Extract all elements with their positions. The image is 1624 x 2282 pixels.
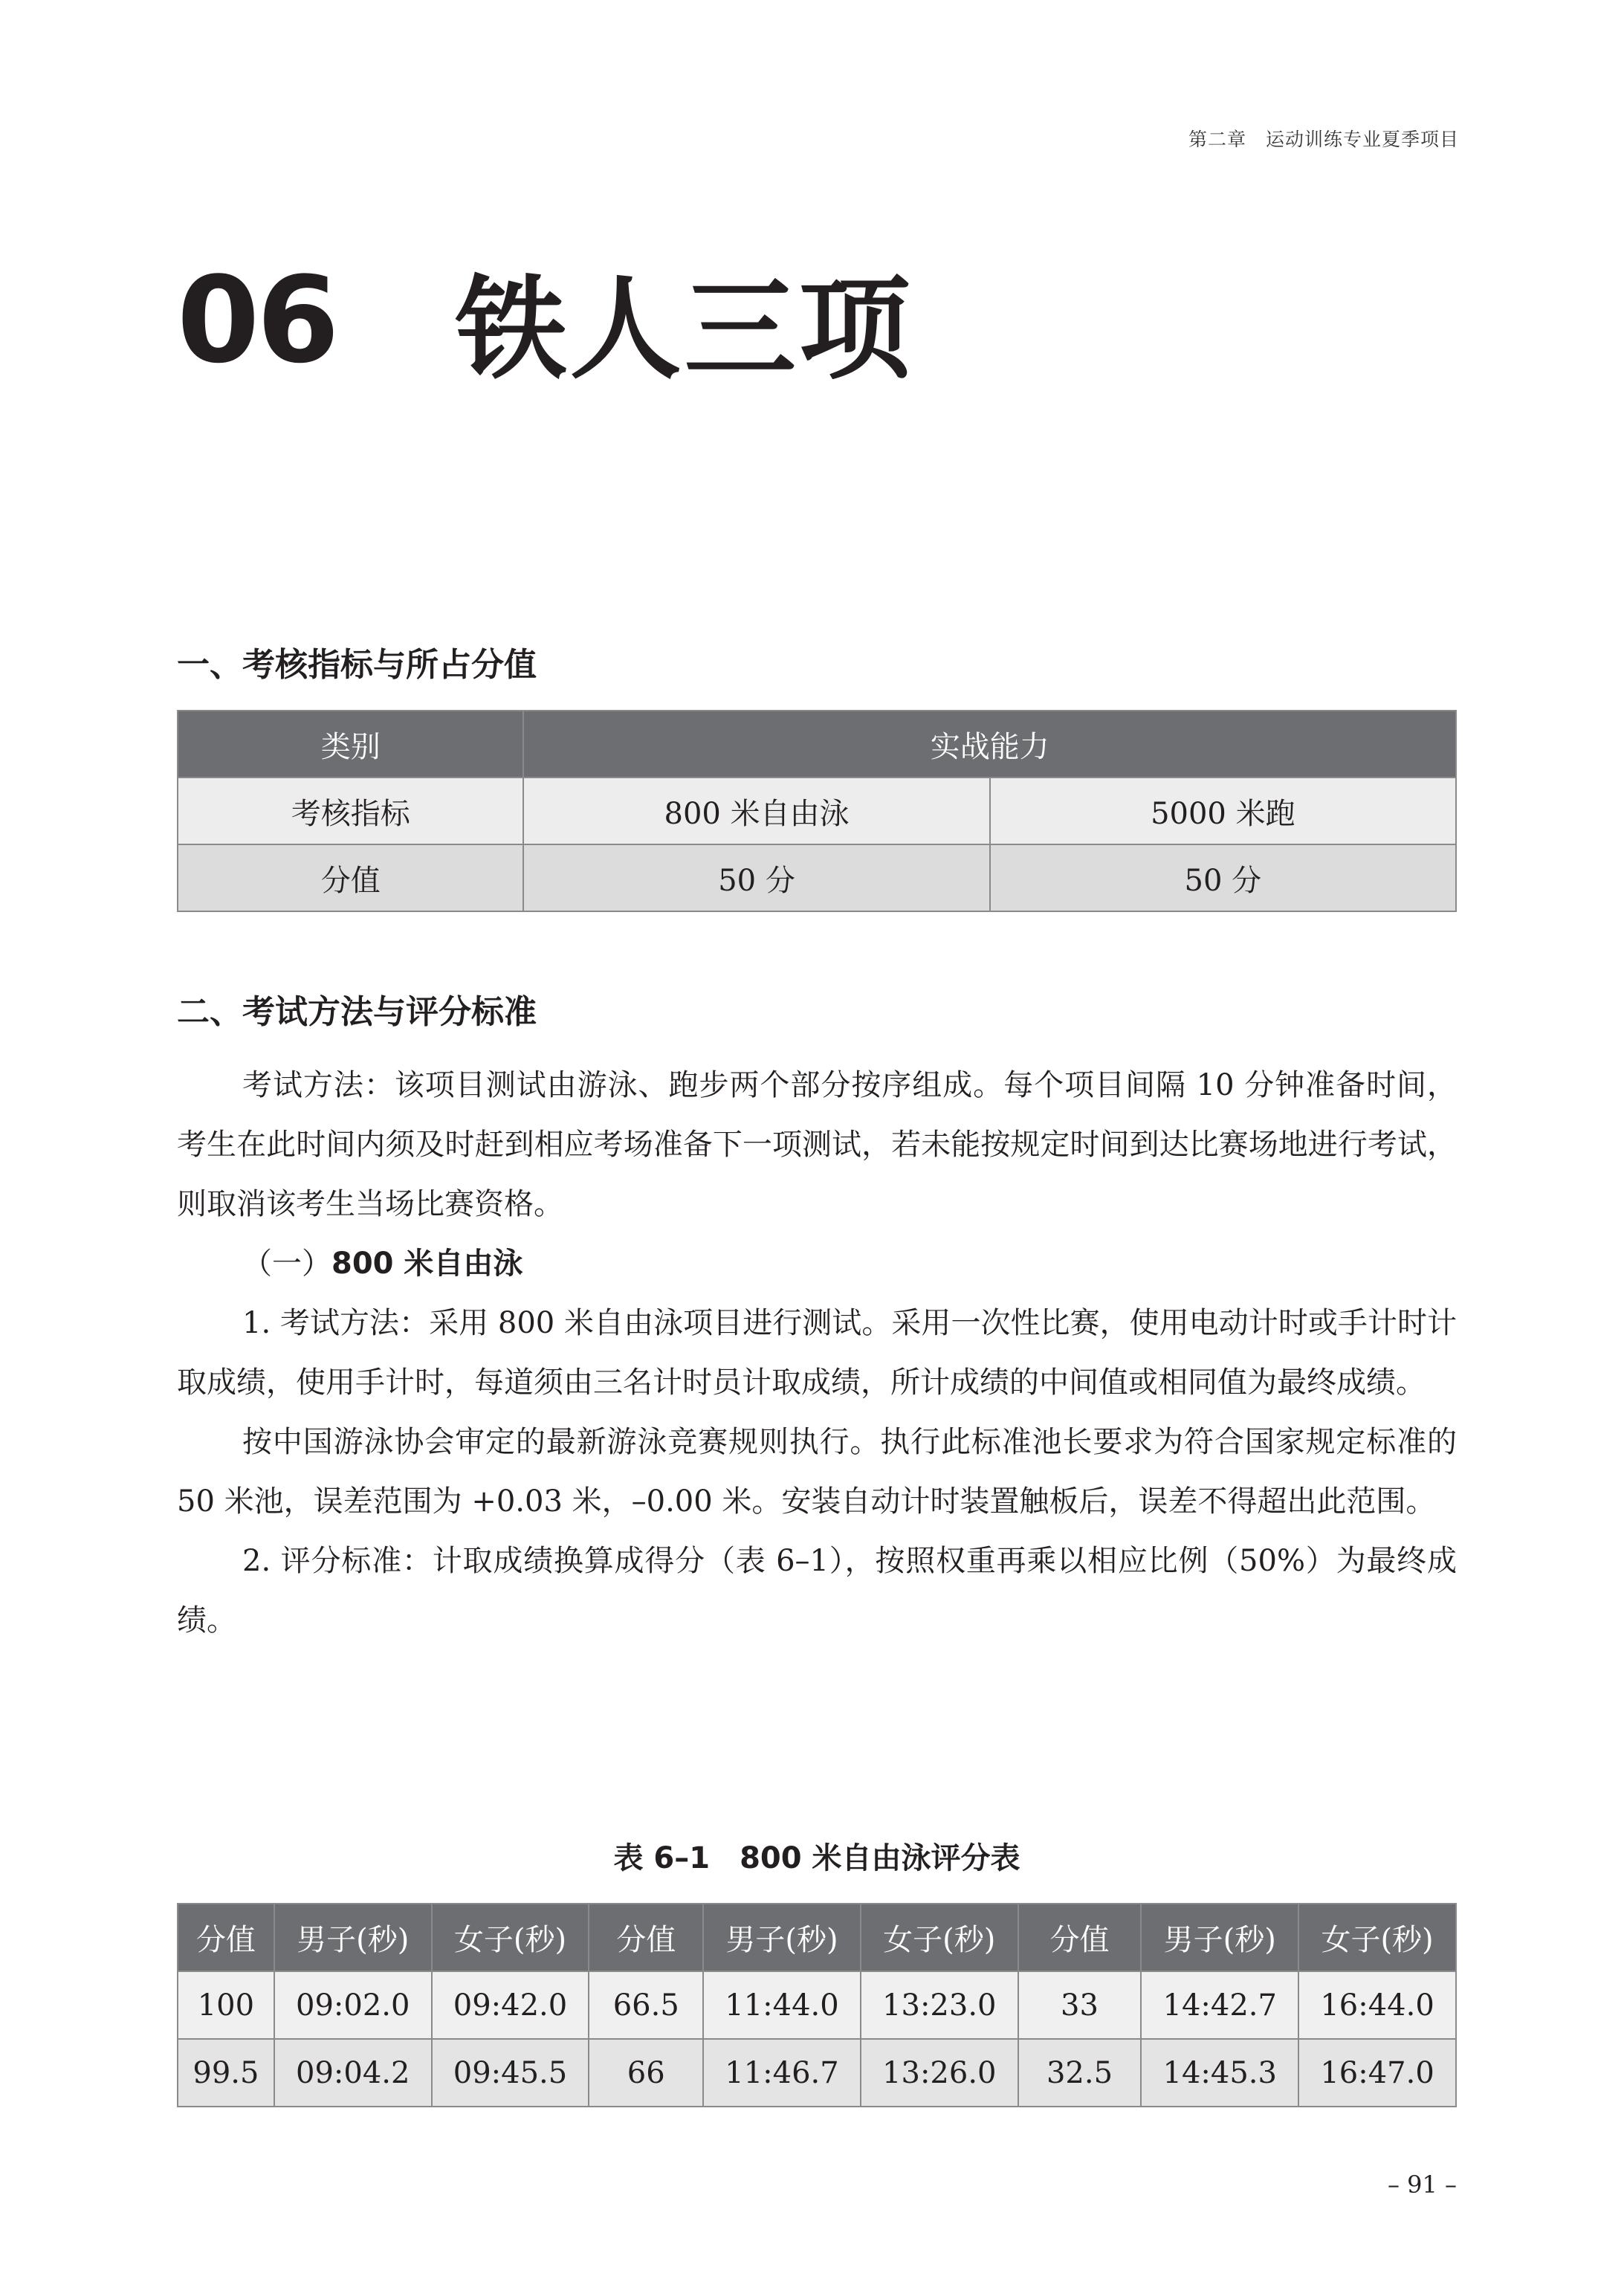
section-heading-indicators: 一、考核指标与所占分值 <box>177 646 537 684</box>
table-cell: 09:04.2 <box>274 2039 432 2107</box>
table-cell: 09:45.5 <box>432 2039 589 2107</box>
header-cell: 分值 <box>1018 1904 1142 1971</box>
header-cell: 男子(秒) <box>703 1904 861 1971</box>
chapter-name: 铁人三项 <box>455 265 913 395</box>
table-cell: 09:02.0 <box>274 1971 432 2039</box>
table-header-row <box>178 711 1456 778</box>
paragraph-scoring: 2. 评分标准：计取成绩换算成得分（表 6–1），按照权重再乘以相应比例（50%）为最终成绩。 <box>177 1544 1457 1638</box>
table-cell: 11:46.7 <box>703 2039 861 2107</box>
table-cell: 14:42.7 <box>1141 1971 1298 2039</box>
header-cell: 女子(秒) <box>1298 1904 1456 1971</box>
table-row <box>178 844 1456 911</box>
header-cell: 分值 <box>589 1904 703 1971</box>
header-cell-category-value: 实战能力 <box>523 711 1456 778</box>
table-cell: 50 分 <box>990 844 1456 911</box>
table-cell: 13:26.0 <box>861 2039 1018 2107</box>
table-cell: 14:45.3 <box>1141 2039 1298 2107</box>
table-cell: 66.5 <box>589 1971 703 2039</box>
paragraph-intro: 考试方法：该项目测试由游泳、跑步两个部分按序组成。每个项目间隔 10 分钟准备时间，考生在此时间内须及时赶到相应考场准备下一项测试，若未能按规定时间到达比赛场地进行考试，则取消该考生当场比赛资格。 <box>177 1068 1457 1221</box>
table-cell: 100 <box>178 1971 274 2039</box>
row-label-indicator: 考核指标 <box>178 778 523 844</box>
score-table <box>177 1903 1457 2107</box>
table-cell: 16:47.0 <box>1298 2039 1456 2107</box>
table-cell: 33 <box>1018 1971 1142 2039</box>
header-cell: 男子(秒) <box>1141 1904 1298 1971</box>
table-cell: 800 米自由泳 <box>523 778 989 844</box>
table-cell: 5000 米跑 <box>990 778 1456 844</box>
table-caption: 表 6–1 800 米自由泳评分表 <box>613 1841 1020 1875</box>
table-cell: 16:44.0 <box>1298 1971 1456 2039</box>
body-text <box>177 1056 1457 1650</box>
subheading-prefix: （一） <box>242 1247 331 1281</box>
header-cell: 女子(秒) <box>432 1904 589 1971</box>
score-table-header <box>178 1904 1456 1971</box>
section-heading-method: 二、考试方法与评分标准 <box>177 993 537 1031</box>
chapter-number: 06 <box>177 250 337 390</box>
header-cell: 女子(秒) <box>861 1904 1018 1971</box>
page-number: – 91 – <box>1387 2171 1457 2199</box>
header-cell-category: 类别 <box>178 711 523 778</box>
indicator-weight-table <box>177 710 1457 912</box>
table-row <box>178 778 1456 844</box>
table-row <box>178 2039 1456 2107</box>
table-cell: 66 <box>589 2039 703 2107</box>
running-header: 第二章 运动训练专业夏季项目 <box>1188 129 1459 150</box>
chapter-title <box>177 245 913 394</box>
table-row <box>178 1971 1456 2039</box>
table-cell: 50 分 <box>523 844 989 911</box>
header-cell: 分值 <box>178 1904 274 1971</box>
table-cell: 11:44.0 <box>703 1971 861 2039</box>
table-cell: 13:23.0 <box>861 1971 1018 2039</box>
row-label-score: 分值 <box>178 844 523 911</box>
table-cell: 99.5 <box>178 2039 274 2107</box>
paragraph-method: 1. 考试方法：采用 800 米自由泳项目进行测试。采用一次性比赛，使用电动计时或手计时计取成绩，使用手计时，每道须由三名计时员计取成绩，所计成绩的中间值或相同值为最终成绩。 <box>177 1306 1457 1400</box>
subheading-title: 800 米自由泳 <box>331 1247 523 1281</box>
paragraph-rules: 按中国游泳协会审定的最新游泳竞赛规则执行。执行此标准池长要求为符合国家规定标准的 50 米池，误差范围为 +0.03 米，–0.00 米。安装自动计时装置触板后，误差不得超出此范围。 <box>177 1425 1457 1519</box>
table-cell: 32.5 <box>1018 2039 1142 2107</box>
table-cell: 09:42.0 <box>432 1971 589 2039</box>
subheading-800m <box>177 1234 1457 1293</box>
header-cell: 男子(秒) <box>274 1904 432 1971</box>
